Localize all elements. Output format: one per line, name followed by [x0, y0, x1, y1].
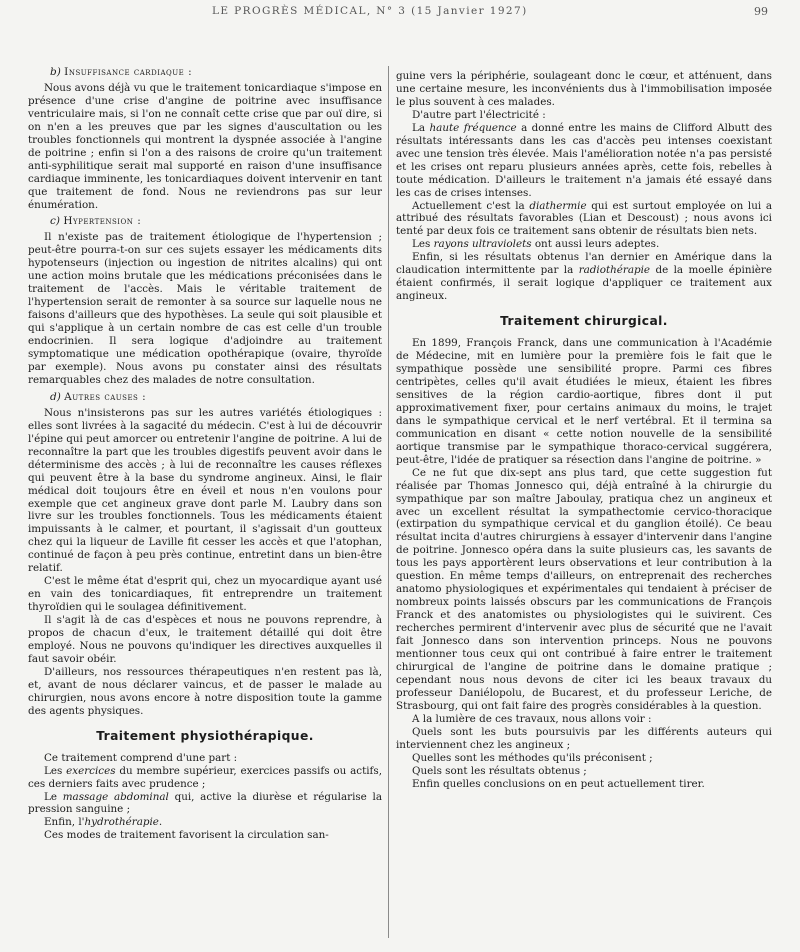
italic-term: massage abdominal	[62, 790, 169, 803]
section-b-label: b)	[50, 66, 61, 78]
journal-title: LE PROGRÈS MÉDICAL, N° 3 (15 Janvier 1927)	[212, 5, 528, 17]
italic-term: exercices	[66, 764, 116, 777]
text-run: Le	[44, 790, 63, 803]
text-run: Les	[412, 238, 434, 251]
paragraph: Nous avons déjà vu que le traitement tonicardiaque s'impose en présence d'une crise d'angine de poitrine avec insuffisance ventriculaire mais, si l'on ne connaît cette crise que par ouï dire, si on n'en a les preuves que par les signes d'auscultation ou les troubles fonctionnels qui montrent la dyspnée associée à l'angine de poitrine ; enfin si l'on a des raisons de croire qu'un traitement anti-syphilitique serait mal supporté en raison d'une insuffisance cardiaque imminente, les tonicardiaques doivent intervenir en tant que traitement de fond. Nous ne reviendrons pas sur leur énumération.	[28, 81, 382, 211]
paragraph: Ces modes de traitement favorisent la circulation san-	[44, 829, 329, 842]
paragraph	[396, 200, 772, 239]
section-d-label: d)	[50, 390, 61, 403]
section-b-heading	[28, 66, 382, 79]
text-run: Enfin, l'	[44, 816, 85, 829]
left-column	[28, 62, 382, 842]
surgical-heading: Traitement chirurgical.	[500, 314, 668, 329]
paragraph: Il s'agit là de cas d'espèces et nous ne pouvons reprendre, à propos de chacun d'eux, le traitement détaillé qui doit être employé. Nous ne pouvons qu'indiquer les directives auxquelles il faut savoir obéir.	[28, 614, 382, 665]
text-run: ont aussi leurs adeptes.	[531, 238, 660, 251]
text-run: La	[412, 121, 430, 134]
paragraph	[396, 251, 772, 303]
text-run: de la moelle épinière étaient confirmés, il serait logique d'appliquer ce traitement aux angineux.	[396, 264, 772, 303]
paragraph: guine vers la périphérie, soulageant donc le cœur, et atténuent, dans une certaine mesure, les inconvénients dus à l'immobilisation imposée le plus souvent à ces malades.	[396, 70, 772, 108]
text-run: Enfin, si les résultats obtenus l'an dernier en Amérique dans la claudication intermittente par la	[396, 251, 772, 277]
paragraph: Nous n'insisterons pas sur les autres variétés étiologiques : elles sont livrées à la sagacité du médecin. C'est à lui de découvrir l'épine qui peut amorcer ou entretenir l'angine de poitrine. A lui de reconnaître la part que les troubles digestifs peuvent avoir dans le déterminisme des accès ; à lui de reconnaître les causes réflexes qui peuvent être à la base du syndrome angineux. Ainsi, le flair médical doit toujours être en éveil et nous n'en voulons pour exemple que cet angineux grave dont parle M. Laubry dans son livre sur les troubles fonctionnels. Tous les médicaments étaient impuissants à le calmer, et pourtant, il s'agissait d'un goutteux chez qui la liqueur de Laville fit cesser les accès et que l'atophan, continué de façon à peu près continue, entretint dans un bien-être relatif.	[28, 406, 382, 575]
paragraph: En 1899, François Franck, dans une communication à l'Académie de Médecine, mit en lumière pour la première fois le fait que le sympathique possède une sensibilité propre. Parmi ces fibres centripètes, celles qu'il avait étudiées le mieux, étaient les fibres sensitives de la région cardio-aortique, fibres dont il put approximativement fixer, pour certains animaux du moins, le trajet dans le sympathique cervical et le nerf vertébral. Et il termina sa communication en disant « cette notion nouvelle de la sensibilité aortique transmise par le sympathique thoraco-cervical suggérera, peut-être, l'idée de pratiquer sa résection dans l'angine de poitrine. »	[396, 337, 772, 466]
text-run: du membre supérieur, exercices passifs ou actifs, ces derniers faits avec prudence ;	[28, 764, 382, 790]
paragraph: D'autre part l'électricité :	[412, 108, 546, 121]
running-header	[0, 2, 800, 20]
italic-term: haute fréquence	[429, 121, 517, 134]
text-run: a donné entre les mains de Clifford Albutt des résultats intéressants dans les cas d'accès peu intenses coexistant avec une tension très élevée. Mais l'amélioration notée n'a pas persisté et les crises ont reparu plusieurs années après, cette fois, rebelles à toute médication. D'ailleurs le traitement n'a jamais été essayé dans les cas de crises intenses.	[396, 121, 772, 199]
paragraph: Il n'existe pas de traitement étiologique de l'hypertension ; peut-être pourra-t-on sur ces sujets essayer les médicaments dits hypotenseurs (injection ou ingestion de nitrites alcalins) qui ont une action moins brutale que les médications préconisées dans le traitement de l'accès. Mais le véritable traitement de l'hypertension serait de remonter à sa source sur laquelle nous ne faisons d'ailleurs que des hypothèses. La seule qui soit plausible et qui s'applique à un certain nombre de cas est celle d'un trouble endocrinien. Il sera logique d'adjoindre au traitement symptomatique une médication opothérapique (ovaire, thyroïde par exemple). Nous avons pu constater ainsi des résultats remarquables chez des malades de notre consultation.	[28, 231, 382, 386]
italic-term: radiothérapie	[578, 264, 651, 277]
paragraph: Enfin quelles conclusions on en peut actuellement tirer.	[412, 777, 705, 790]
text-run: Les	[44, 764, 67, 777]
page-number: 99	[754, 5, 768, 18]
section-c-title: Hypertension :	[63, 215, 142, 228]
italic-term: rayons ultraviolets	[433, 238, 532, 251]
section-c-heading	[28, 215, 382, 228]
text-run: qui, active la diurèse et régularise la pression sanguine ;	[28, 790, 383, 816]
text-run: .	[158, 816, 163, 829]
italic-term: diathermie	[529, 199, 587, 212]
paragraph	[28, 791, 382, 817]
paragraph: Quels sont les résultats obtenus ;	[412, 764, 587, 777]
column-divider	[388, 66, 389, 938]
italic-term: hydrothérapie	[84, 816, 159, 829]
section-c-label: c)	[50, 215, 60, 228]
text-run: Actuellement c'est la	[412, 199, 530, 212]
right-column	[396, 70, 772, 790]
paragraph: Quels sont les buts poursuivis par les différents auteurs qui interviennent chez les angineux ;	[396, 725, 772, 751]
paragraph	[396, 238, 772, 251]
section-b-title: Insuffisance cardiaque :	[64, 66, 193, 78]
section-d-heading	[28, 391, 382, 404]
paragraph: D'ailleurs, nos ressources thérapeutiques n'en restent pas là, et, avant de nous déclarer vaincus, et de passer le malade au chirurgien, nous avons encore à notre disposition toute la gamme des agents physiques.	[28, 665, 382, 717]
paragraph: A la lumière de ces travaux, nous allons voir :	[412, 712, 652, 725]
paragraph: Ce ne fut que dix-sept ans plus tard, que cette suggestion fut réalisée par Thomas Jonnesco qui, déjà entraîné à la chirurgie du sympathique par son maître Jaboulay, pratiqua chez un angineux et avec un excellent résultat la sympathectomie cervico-thoracique (extirpation du sympathique cervical et du ganglion étoilé). Ce beau résultat incita d'autres chirurgiens à essayer d'intervenir dans l'angine de poitrine. Jonnesco opéra dans la suite plusieurs cas, les savants de tous les pays apportèrent leurs observations et leur contribution à la question. En même temps d'ailleurs, on entreprenait des recherches anatomo physiologiques et expérimentales qui tendaient à préciser de nombreux points laissés obscurs par les communications de François Franck et des anatomistes ou physiologistes qui le suivirent. Ces recherches permirent d'intervenir avec plus de sécurité que ne l'avait fait Jonnesco dans son intervention princeps. Nous ne pouvons mentionner tous ceux qui ont contribué à faire entrer le traitement chirurgical de l'angine de poitrine dans le domaine pratique ; cependant nous nous devons de citer ici les beaux travaux du professeur Daniélopolu, de Bucarest, et du professeur Leriche, de Strasbourg, qui ont fait faire des progrès considérables à la question.	[396, 466, 772, 712]
paragraph: Quelles sont les méthodes qu'ils préconisent ;	[412, 751, 653, 764]
paragraph: C'est le même état d'esprit qui, chez un myocardique ayant usé en vain des tonicardiaques, fit entreprendre un traitement thyroïdien qui le soulagea définitivement.	[28, 575, 382, 614]
text-run: qui est surtout employée on lui a attribué des résultats favorables (Lian et Descoust) ; nous avons ici tenté par deux fois ce traitement sans obtenir de résultats bien nets.	[396, 199, 772, 238]
paragraph	[28, 765, 382, 791]
paragraph: Ce traitement comprend d'une part :	[44, 751, 238, 764]
paragraph	[28, 816, 382, 829]
section-d-title: Autres causes :	[64, 390, 147, 403]
physiotherapy-heading: Traitement physiothérapique.	[96, 728, 314, 743]
paragraph	[396, 122, 772, 200]
